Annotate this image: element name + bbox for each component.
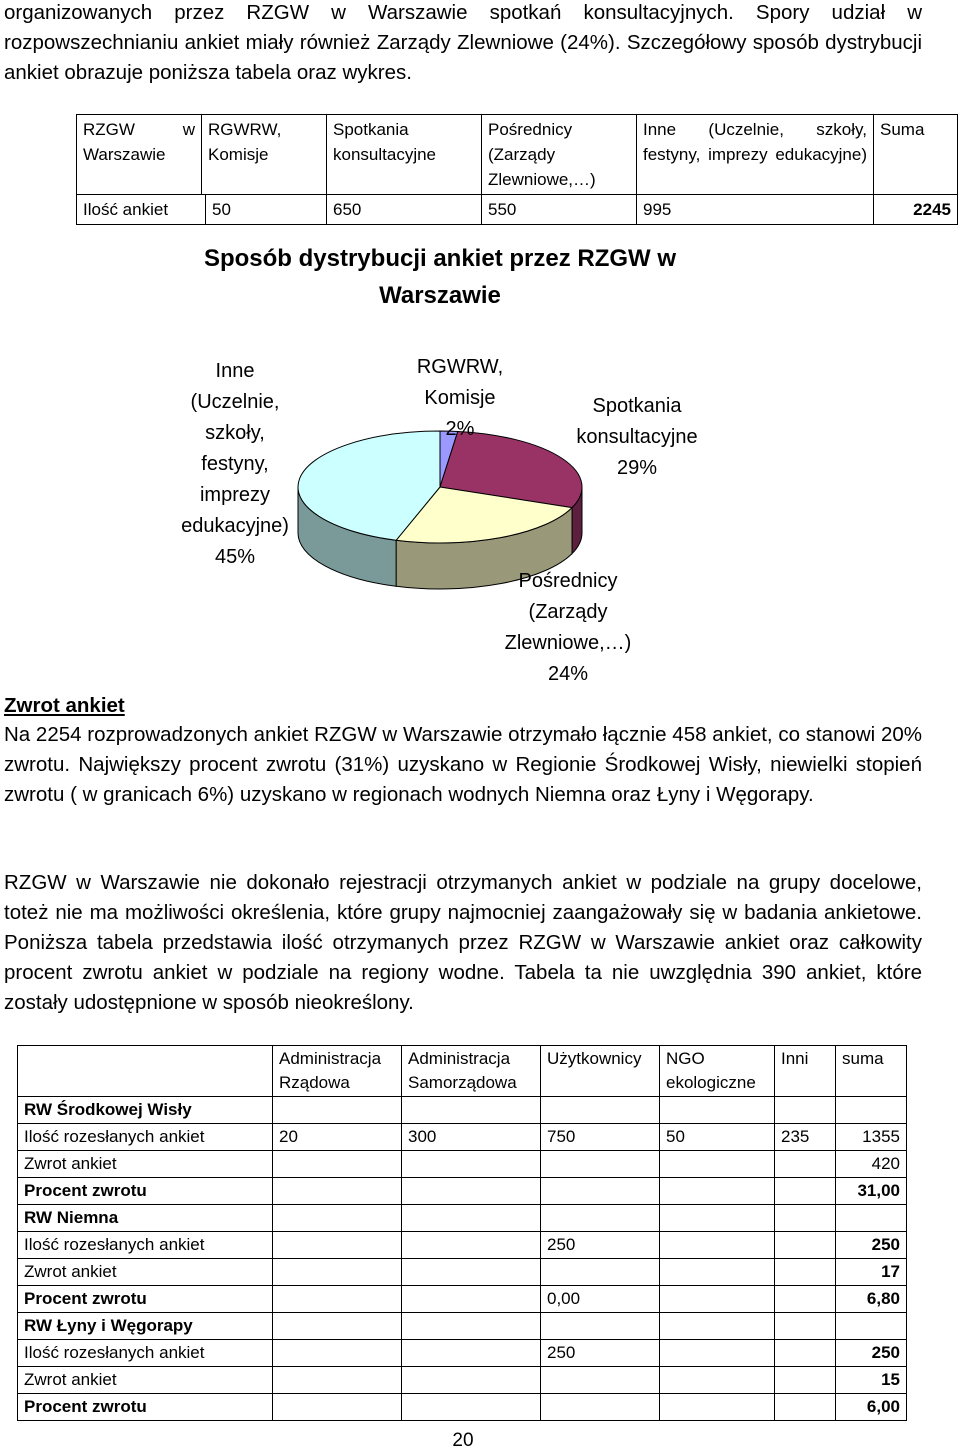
table-row-label: Zwrot ankiet: [18, 1151, 273, 1178]
table-cell: [775, 1097, 836, 1124]
table-row: [18, 1394, 907, 1421]
table-cell: 50: [212, 200, 231, 219]
table-row-label: Ilość rozesłanych ankiet: [18, 1124, 273, 1151]
table-row-label: RW Środkowej Wisły: [18, 1097, 273, 1124]
chart-title: Sposób dystrybucji ankiet przez RZGW w Warszawie: [203, 245, 677, 309]
pie-label-percent: 24%: [547, 663, 589, 685]
table-cell: [273, 1340, 402, 1367]
table-cell: 0,00: [541, 1286, 660, 1313]
table-cell: [273, 1178, 402, 1205]
table-header-cell: Administracja Samorządowa: [402, 1046, 541, 1097]
table-row: [18, 1259, 907, 1286]
regions-table: [17, 1045, 907, 1421]
table-row: [18, 1178, 907, 1205]
table-row-label: Zwrot ankiet: [18, 1259, 273, 1286]
table-cell: 420: [836, 1151, 907, 1178]
table-cell: [402, 1286, 541, 1313]
table-cell: [273, 1151, 402, 1178]
table-cell: 1355: [836, 1124, 907, 1151]
table-cell: [775, 1286, 836, 1313]
table-cell: [775, 1313, 836, 1340]
table-cell: [836, 1097, 907, 1124]
table-row: [18, 1340, 907, 1367]
table-cell: [541, 1097, 660, 1124]
pie-label-rgwrw: [396, 352, 524, 445]
table-cell: [775, 1367, 836, 1394]
table-cell: [660, 1205, 775, 1232]
table-header-cell: Spotkania konsultacyjne: [327, 115, 482, 195]
table-row: [18, 1124, 907, 1151]
table-cell: [660, 1232, 775, 1259]
table-cell: [273, 1259, 402, 1286]
table-row: [18, 1286, 907, 1313]
table-cell: [541, 1394, 660, 1421]
table-cell: [402, 1394, 541, 1421]
table-cell: [402, 1178, 541, 1205]
table-cell: [541, 1151, 660, 1178]
table-cell: 550: [482, 195, 637, 225]
intro-paragraph: organizowanych przez RZGW w Warszawie spotkań konsultacyjnych. Spory udział w rozpowszechnianiu ankiet miały również Zarządy Zlewniowe (24%). Szczegółowy sposób dystrybucji ankiet obrazuje poniższa tabela oraz wykres.: [4, 1, 922, 84]
table-cell: 6,80: [836, 1286, 907, 1313]
table-cell: [402, 1367, 541, 1394]
table-cell: [660, 1394, 775, 1421]
table-cell: 15: [836, 1367, 907, 1394]
pie-label-percent: 45%: [214, 546, 256, 568]
table-header-cell: RZGW w Warszawie: [77, 115, 202, 195]
pie-label-text: Inne (Uczelnie, szkoły, festyny, imprezy edukacyjne): [181, 360, 289, 537]
table-cell-total: 2245: [874, 195, 958, 225]
table-cell: [660, 1178, 775, 1205]
table-cell: [836, 1313, 907, 1340]
table-cell: 250: [541, 1232, 660, 1259]
table-header-cell: NGO ekologiczne: [660, 1046, 775, 1097]
table-cell: [402, 1340, 541, 1367]
table-header-cell: Inne (Uczelnie, szkoły, festyny, imprezy edukacyjne): [637, 115, 874, 195]
table-header-cell: Inni: [775, 1046, 836, 1097]
table-cell: 31,00: [836, 1178, 907, 1205]
table-cell: [402, 1205, 541, 1232]
registration-paragraph: RZGW w Warszawie nie dokonało rejestracji otrzymanych ankiet w podziale na grupy docelowe, toteż nie ma możliwości określenia, które grupy najmocniej zaangażowały się w badania ankietowe. Poniższa tabela przedstawia ilość otrzymanych przez RZGW w Warszawie ankiet oraz całkowity procent zwrotu ankiet w podziale na regiony wodne. Tabela ta nie uwzględnia 390 ankiet, które zostały udostępnione w sposób nieokreślony.: [4, 871, 922, 1014]
table-row-label: Procent zwrotu: [18, 1286, 273, 1313]
table-cell: [775, 1340, 836, 1367]
table-cell: 250: [541, 1340, 660, 1367]
table-row-label: Ilość rozesłanych ankiet: [18, 1232, 273, 1259]
pie-label-text: Spotkania konsultacyjne: [576, 395, 698, 448]
page-number: 20: [452, 1430, 474, 1451]
table-cell: [541, 1313, 660, 1340]
table-cell: 20: [273, 1124, 402, 1151]
table-cell: [541, 1178, 660, 1205]
table-row-label: RW Łyny i Węgorapy: [18, 1313, 273, 1340]
table-row-label: Zwrot ankiet: [18, 1367, 273, 1394]
table-cell: 235: [775, 1124, 836, 1151]
table-cell: 6,00: [836, 1394, 907, 1421]
table-cell: [402, 1313, 541, 1340]
table-row: [18, 1232, 907, 1259]
table-header-cell: Pośrednicy (Zarządy Zlewniowe,…): [482, 115, 637, 195]
pie-label-percent: 29%: [616, 457, 658, 479]
table-cell: [660, 1259, 775, 1286]
table-header-cell: Administracja Rządowa: [273, 1046, 402, 1097]
table-cell: [273, 1394, 402, 1421]
table-cell: [273, 1367, 402, 1394]
table-cell: [775, 1151, 836, 1178]
table-cell: 650: [327, 195, 482, 225]
table-header-cell: Suma: [874, 115, 958, 195]
table-cell: [273, 1205, 402, 1232]
table-cell: 250: [836, 1232, 907, 1259]
table-cell: [660, 1340, 775, 1367]
table-cell: [541, 1205, 660, 1232]
table-row-label: Ilość ankiet: [77, 195, 206, 224]
table-cell: [273, 1313, 402, 1340]
table-cell: [273, 1097, 402, 1124]
table-cell: [273, 1286, 402, 1313]
table-cell: 50: [660, 1124, 775, 1151]
table-row: [18, 1097, 907, 1124]
table-cell: [402, 1232, 541, 1259]
table-row: [18, 1205, 907, 1232]
table-row: [18, 1367, 907, 1394]
pie-label-text: RGWRW, Komisje: [416, 356, 504, 409]
table-row: [18, 1151, 907, 1178]
table-cell: [660, 1097, 775, 1124]
table-cell: [775, 1259, 836, 1286]
pie-label-inne: [170, 356, 300, 573]
table-cell: [541, 1259, 660, 1286]
table-cell: [775, 1205, 836, 1232]
table-cell: 17: [836, 1259, 907, 1286]
table-cell: [402, 1097, 541, 1124]
table-cell: 250: [836, 1340, 907, 1367]
table-cell: 750: [541, 1124, 660, 1151]
table-header-cell: [18, 1046, 273, 1097]
table-header-cell: Użytkownicy: [541, 1046, 660, 1097]
table-cell: [775, 1394, 836, 1421]
table-cell: [273, 1232, 402, 1259]
pie-label-text: Pośrednicy (Zarządy Zlewniowe,…): [504, 570, 632, 654]
regions-table-body: [18, 1097, 907, 1421]
table-header-cell: suma: [836, 1046, 907, 1097]
table-cell: [775, 1232, 836, 1259]
table-cell: [775, 1178, 836, 1205]
table-cell: 300: [402, 1124, 541, 1151]
table-row-label: Procent zwrotu: [18, 1178, 273, 1205]
pie-label-percent: 2%: [445, 418, 475, 440]
section-heading: Zwrot ankiet: [4, 694, 125, 717]
pie-label-spotkania: [562, 391, 712, 484]
table-cell: [402, 1151, 541, 1178]
table-header-row: [18, 1046, 907, 1097]
table-cell: [660, 1286, 775, 1313]
table-cell: [660, 1151, 775, 1178]
table-cell: 995: [637, 195, 874, 225]
table-cell: [660, 1313, 775, 1340]
table-row-label: RW Niemna: [18, 1205, 273, 1232]
table-row-label: Procent zwrotu: [18, 1394, 273, 1421]
table-cell: [660, 1367, 775, 1394]
table-cell: [402, 1259, 541, 1286]
table-cell: [836, 1205, 907, 1232]
table-cell: [541, 1367, 660, 1394]
table-header-cell: RGWRW, Komisje: [202, 115, 327, 195]
table-row: [18, 1313, 907, 1340]
return-paragraph: Na 2254 rozprowadzonych ankiet RZGW w Warszawie otrzymało łącznie 458 ankiet, co stanowi 20% zwrotu. Największy procent zwrotu (31%) uzyskano w Regionie Środkowej Wisły, niewielki stopień zwrotu ( w granicach 6%) uzyskano w regionach wodnych Niemna oraz Łyny i Węgorapy.: [4, 723, 922, 806]
pie-label-posrednicy: [490, 566, 646, 690]
table-row-label: Ilość rozesłanych ankiet: [18, 1340, 273, 1367]
